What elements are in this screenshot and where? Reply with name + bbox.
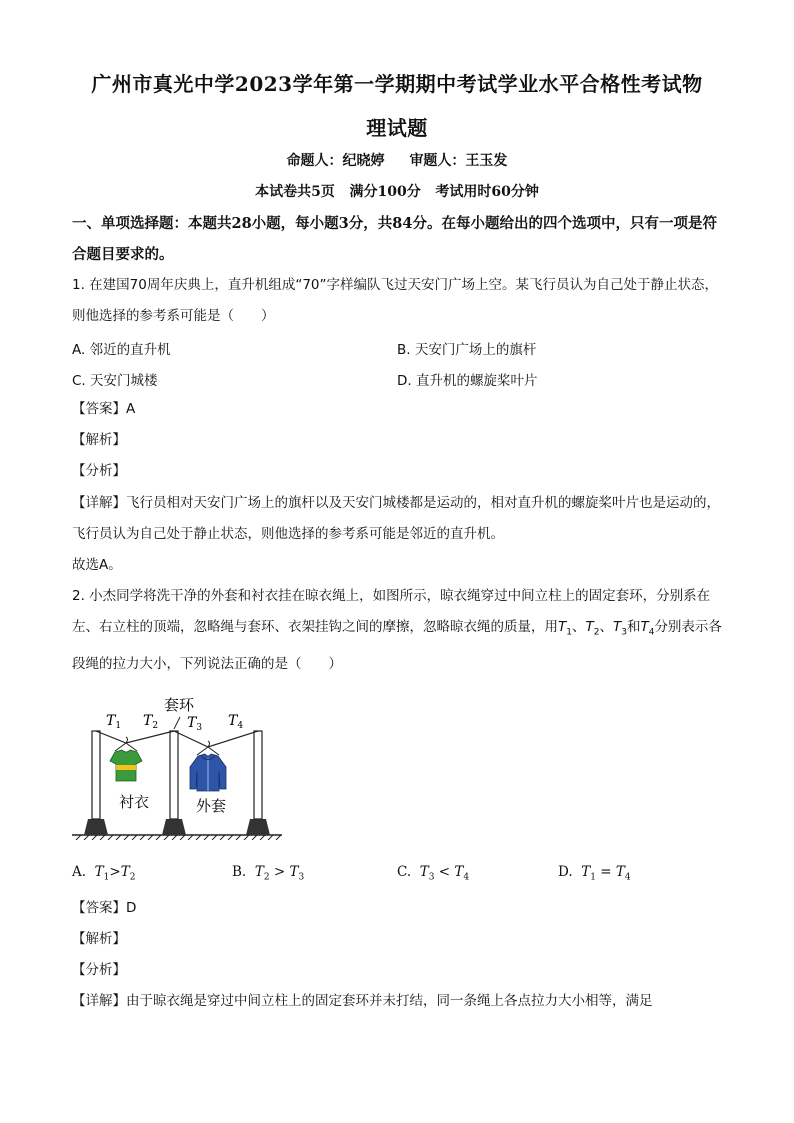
right-post	[254, 731, 262, 819]
rope-left	[96, 731, 174, 743]
q1-option-b: B. 天安门广场上的旗杆	[397, 342, 537, 358]
ring-pointer	[174, 717, 180, 729]
setter: 命题人：纪晓婷	[286, 153, 385, 169]
q2-detail: 【详解】由于晾衣绳是穿过中间立柱上的固定套环并未打结，同一条绳上各点拉力大小相等，满足	[72, 993, 653, 1009]
q2-stem-part2: 分别表示各段绳的拉力大小，下列说法正确的是（ ）	[72, 619, 722, 672]
q1-fenxi: 【分析】	[72, 463, 126, 479]
right-base	[246, 819, 270, 835]
exam-title-line1: 广州市真光中学2023学年第一学期期中考试学业水平合格性考试物	[91, 72, 703, 96]
shirt-label: 衬衣	[119, 793, 150, 811]
q2-option-c: C. $T_3 < T_4$	[397, 864, 470, 883]
q1-conclusion: 故选A。	[72, 557, 122, 573]
q2-stem: 2. 小杰同学将洗干净的外套和衬衣挂在晾衣绳上，如图所示，晾衣绳穿过中间立柱上的固定套环，分别系在左、右立柱的顶端，忽略绳与套环、衣架挂钩之间的摩擦，忽略晾衣绳的质量，用$T_1$、$T_2$、$T_3$和$T_4$分别表示各段绳的拉力大小，下列说法正确的是（ ）	[72, 588, 722, 672]
clothesline-figure	[70, 695, 285, 840]
q1-answer: 【答案】A	[72, 401, 136, 417]
q1-stem: 1. 在建国70周年庆典上，直升机组成“70”字样编队飞过天安门广场上空。某飞行员认为自己处于静止状态，则他选择的参考系可能是（ ）	[72, 277, 719, 324]
middle-post	[170, 731, 178, 819]
q2-answer: 【答案】D	[72, 900, 137, 916]
q2-option-b: B. $T_2 > T_3$	[232, 864, 305, 883]
coat-label: 外套	[196, 797, 227, 815]
authors-line	[60, 150, 734, 170]
q1-option-c: C. 天安门城楼	[72, 373, 158, 389]
q1-option-d: D. 直升机的螺旋桨叶片	[397, 373, 538, 389]
q2-option-a: A. $T_1>T_2$	[72, 864, 136, 883]
shirt-hanger	[115, 743, 137, 751]
rope-right	[174, 731, 258, 747]
q2-stem-part1: 2. 小杰同学将洗干净的外套和衬衣挂在晾衣绳上，如图所示，晾衣绳穿过中间立柱上的固定套环，分别系在左、右立柱的顶端，忽略绳与套环、衣架挂钩之间的摩擦，忽略晾衣绳的质量，用	[72, 588, 711, 635]
t2-label: $T_2$	[143, 713, 159, 731]
section-heading: 一、单项选择题：本题共28小题，每小题3分，共84分。在每小题给出的四个选项中，只有一项是符合题目要求的。	[72, 215, 717, 263]
left-post	[92, 731, 100, 819]
left-base	[84, 819, 108, 835]
middle-base	[162, 819, 186, 835]
t1-label: $T_1$	[106, 713, 122, 731]
exam-info: 本试卷共5页 满分100分 考试用时60分钟	[255, 184, 539, 200]
ring-label: 套环	[164, 696, 195, 714]
q2-fenxi: 【分析】	[72, 962, 126, 978]
t3-label: $T_3$	[187, 715, 203, 733]
t4-label: $T_4$	[228, 713, 244, 731]
coat-icon	[190, 754, 226, 791]
exam-title-line2: 理试题	[366, 116, 428, 140]
q1-detail: 【详解】飞行员相对天安门广场上的旗杆以及天安门城楼都是运动的，相对直升机的螺旋桨叶片也是运动的，飞行员认为自己处于静止状态，则他选择的参考系可能是邻近的直升机。	[72, 495, 720, 542]
q1-analysis: 【解析】	[72, 432, 126, 448]
q1-option-a: A. 邻近的直升机	[72, 342, 171, 358]
coat-hanger	[197, 747, 219, 755]
q2-analysis: 【解析】	[72, 931, 126, 947]
shirt-icon	[110, 750, 142, 781]
reviewer: 审题人：王玉发	[409, 153, 508, 169]
q2-option-d: D. $T_1 = T_4$	[558, 864, 631, 883]
